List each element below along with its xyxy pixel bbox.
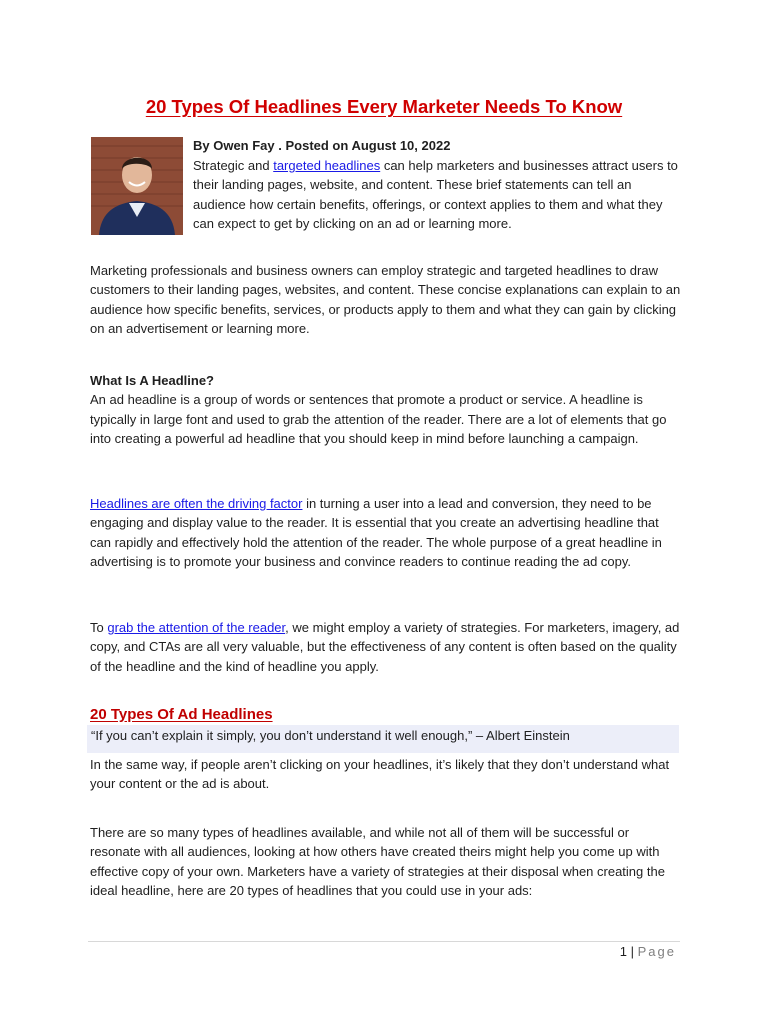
page-number: 1: [619, 944, 627, 959]
targeted-headlines-link[interactable]: targeted headlines: [273, 158, 381, 173]
what-is-headline-heading: What Is A Headline?: [90, 373, 214, 388]
footer-separator: |: [630, 944, 634, 959]
author-byline: By Owen Fay . Posted on August 10, 2022: [193, 138, 451, 153]
paragraph-driving-factor: [90, 494, 682, 571]
intro-text-start: Strategic and: [193, 158, 274, 173]
grab-attention-link[interactable]: grab the attention of the reader: [107, 620, 286, 635]
paragraph-types-available: There are so many types of headlines available, and while not all of them will be successful or resonate with all audiences, looking at how others have created theirs might help you come up with effective copy of your own. Marketers have a variety of strategies at their disposal when creating the ideal headline, here are 20 types of headlines that you could use in your ads:: [90, 825, 665, 898]
page-title: 20 Types Of Headlines Every Marketer Needs To Know: [145, 96, 623, 117]
grab-attention-text-start: To: [90, 620, 108, 635]
what-is-headline-text: An ad headline is a group of words or sentences that promote a product or service. A headline is typically in large font and used to grab the attention of the reader. There are a lot of elements that go into creating a powerful ad headline that you should keep in mind before launching a campaign.: [90, 392, 667, 446]
driving-factor-link[interactable]: Headlines are often the driving factor: [90, 496, 303, 511]
what-is-headline-section: [90, 371, 682, 448]
paragraph-not-clicking: In the same way, if people aren’t clicking on your headlines, it’s likely that they don’t understand what your content or the ad is about.: [90, 757, 670, 792]
footer-divider: [88, 941, 680, 942]
section-heading: 20 Types Of Ad Headlines: [90, 706, 273, 723]
driving-factor-text: in turning a user into a lead and conversion, they need to be engaging and display value to the reader. It is essential that you create an advertising headline that can rapidly and effectively hold the attention of the reader. The whole purpose of a great headline in advertising is to promote your business and convince readers to continue reading the ad copy.: [90, 496, 662, 569]
einstein-quote: “If you can’t explain it simply, you don’t understand it well enough,” – Albert Einstein: [87, 725, 679, 753]
intro-text-end: can help marketers and businesses attract users to their landing pages, website, and content. These brief statements can tell an audience how certain benefits, offerings, or context applies to them and what they can expect to get by clicking on an ad or learning more.: [193, 158, 678, 231]
author-photo: [91, 137, 183, 235]
page-label: Page: [637, 944, 676, 959]
paragraph-marketing-professionals: Marketing professionals and business owners can employ strategic and targeted headlines to draw customers to their landing pages, websites, and content. These concise explanations can explain to an audience how specific benefits, services, or products apply to them and what they can gain by clicking on an advertisement or learning more.: [90, 263, 681, 336]
paragraph-grab-attention: [90, 618, 682, 676]
page-footer: [620, 944, 676, 959]
grab-attention-text-end: , we might employ a variety of strategies. For marketers, imagery, ad copy, and CTAs are all very valuable, but the effectiveness of any content is often based on the quality of the headline and the kind of headline you apply.: [90, 620, 680, 674]
intro-paragraph: [193, 156, 683, 233]
